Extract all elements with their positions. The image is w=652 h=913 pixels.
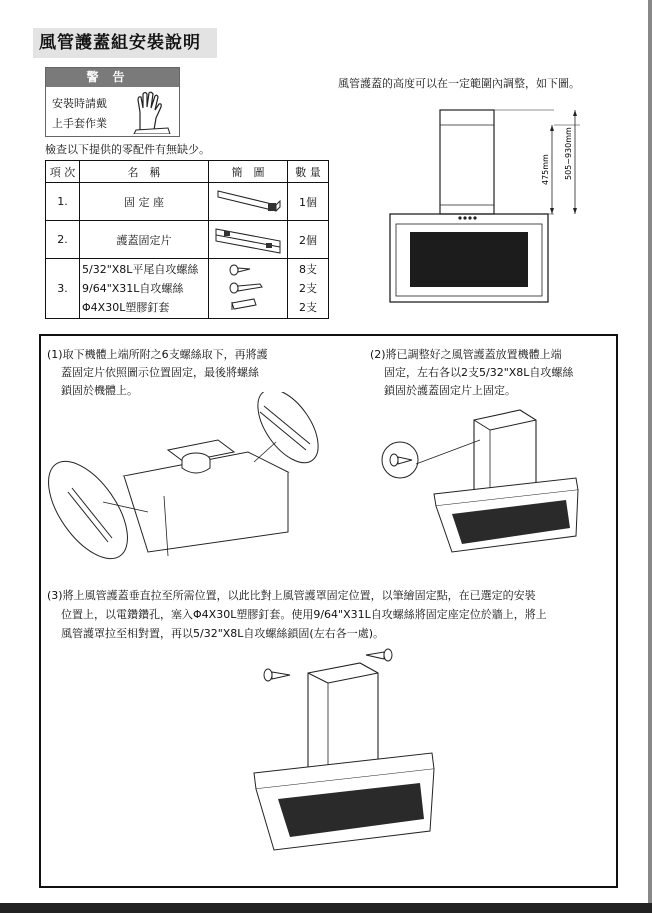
screw-icon [230,265,250,275]
row-qty: 2個 [288,221,329,259]
row-qty: 1個 [288,183,329,221]
step-2-line: 固定，左右各以2支5/32"X8L自攻螺絲 [384,366,574,379]
table-header-row [46,161,329,183]
header-diagram: 簡 圖 [209,161,288,183]
screw-name-1: 5/32"X8L平尾自攻螺絲 [82,263,199,276]
step-2-line: (2)將已調整好之風管護蓋放置機體上端 [370,348,562,361]
step-2-illustration [370,400,590,560]
height-note: 風管護蓋的高度可以在一定範圍內調整，如下圖。 [338,77,580,90]
table-row [46,259,329,319]
fixing-base-diagram [210,183,286,217]
screw-icon [366,649,392,661]
row-diagram [209,221,288,259]
header-name: 名 稱 [80,161,209,183]
bottom-rule [0,903,652,913]
row-names [80,259,209,319]
row-diagram [209,259,288,319]
page-title: 風管護蓋組安裝說明 [33,28,217,58]
qty-1: 8支 [299,263,317,276]
table-row [46,183,329,221]
table-row [46,221,329,259]
anchor-name: Φ4X30L塑膠釘套 [82,301,170,314]
row-no: 1. [46,183,80,221]
screw-icon [230,283,262,293]
cover-bracket-diagram [210,221,286,255]
row-name: 固 定 座 [80,183,209,221]
row-no: 3. [46,259,80,319]
step-2-line: 鎖固於護蓋固定片上固定。 [384,384,516,397]
step-3-line: (3)將上風管護蓋垂直拉至所需位置，以此比對上風管護罩固定位置，以筆繪固定點，在已選定的安裝 [47,589,536,602]
header-qty: 數 量 [288,161,329,183]
screws-diagram [210,259,286,315]
screw-icon [264,669,290,681]
dim-outer-label: 505~930mm [564,127,573,180]
warning-box [45,67,180,137]
step-3-illustration [250,645,440,860]
header-no: 項 次 [46,161,80,183]
right-rule [648,0,652,903]
qty-3: 2支 [299,301,317,314]
step-3-line: 位置上，以電鑽鑽孔，塞入Φ4X30L塑膠釘套。使用9/64"X31L自攻螺絲將固定座定位於牆上，將上 [61,608,547,621]
dim-inner-label: 475mm [541,154,550,185]
row-no: 2. [46,221,80,259]
row-diagram [209,183,288,221]
row-name: 護蓋固定片 [80,221,209,259]
step-1-line: 鎖固於機體上。 [61,384,138,397]
check-text: 檢查以下提供的零配件有無缺少。 [45,143,210,156]
screw-name-2: 9/64"X31L自攻螺絲 [82,282,184,295]
qty-2: 2支 [299,282,317,295]
hood-height-diagram [380,100,590,305]
plastic-anchor-icon [232,299,256,310]
step-2-text [370,346,610,400]
glove-hand-icon [126,90,174,134]
warning-header: 警告 [46,68,179,87]
row-qtys [288,259,329,319]
parts-table [45,160,329,319]
step-3-line: 風管護罩拉至相對置，再以5/32"X8L自攻螺絲鎖固(左右各一處)。 [61,627,385,640]
warning-line-1: 安裝時請戴 [52,97,107,110]
step-1-illustration [48,392,348,570]
step-3-text [47,586,612,643]
step-1-line: (1)取下機體上端所附之6支螺絲取下，再將護 [47,348,268,361]
step-1-line: 蓋固定片依照圖示位置固定，最後將螺絲 [61,366,259,379]
warning-line-2: 上手套作業 [52,117,107,130]
